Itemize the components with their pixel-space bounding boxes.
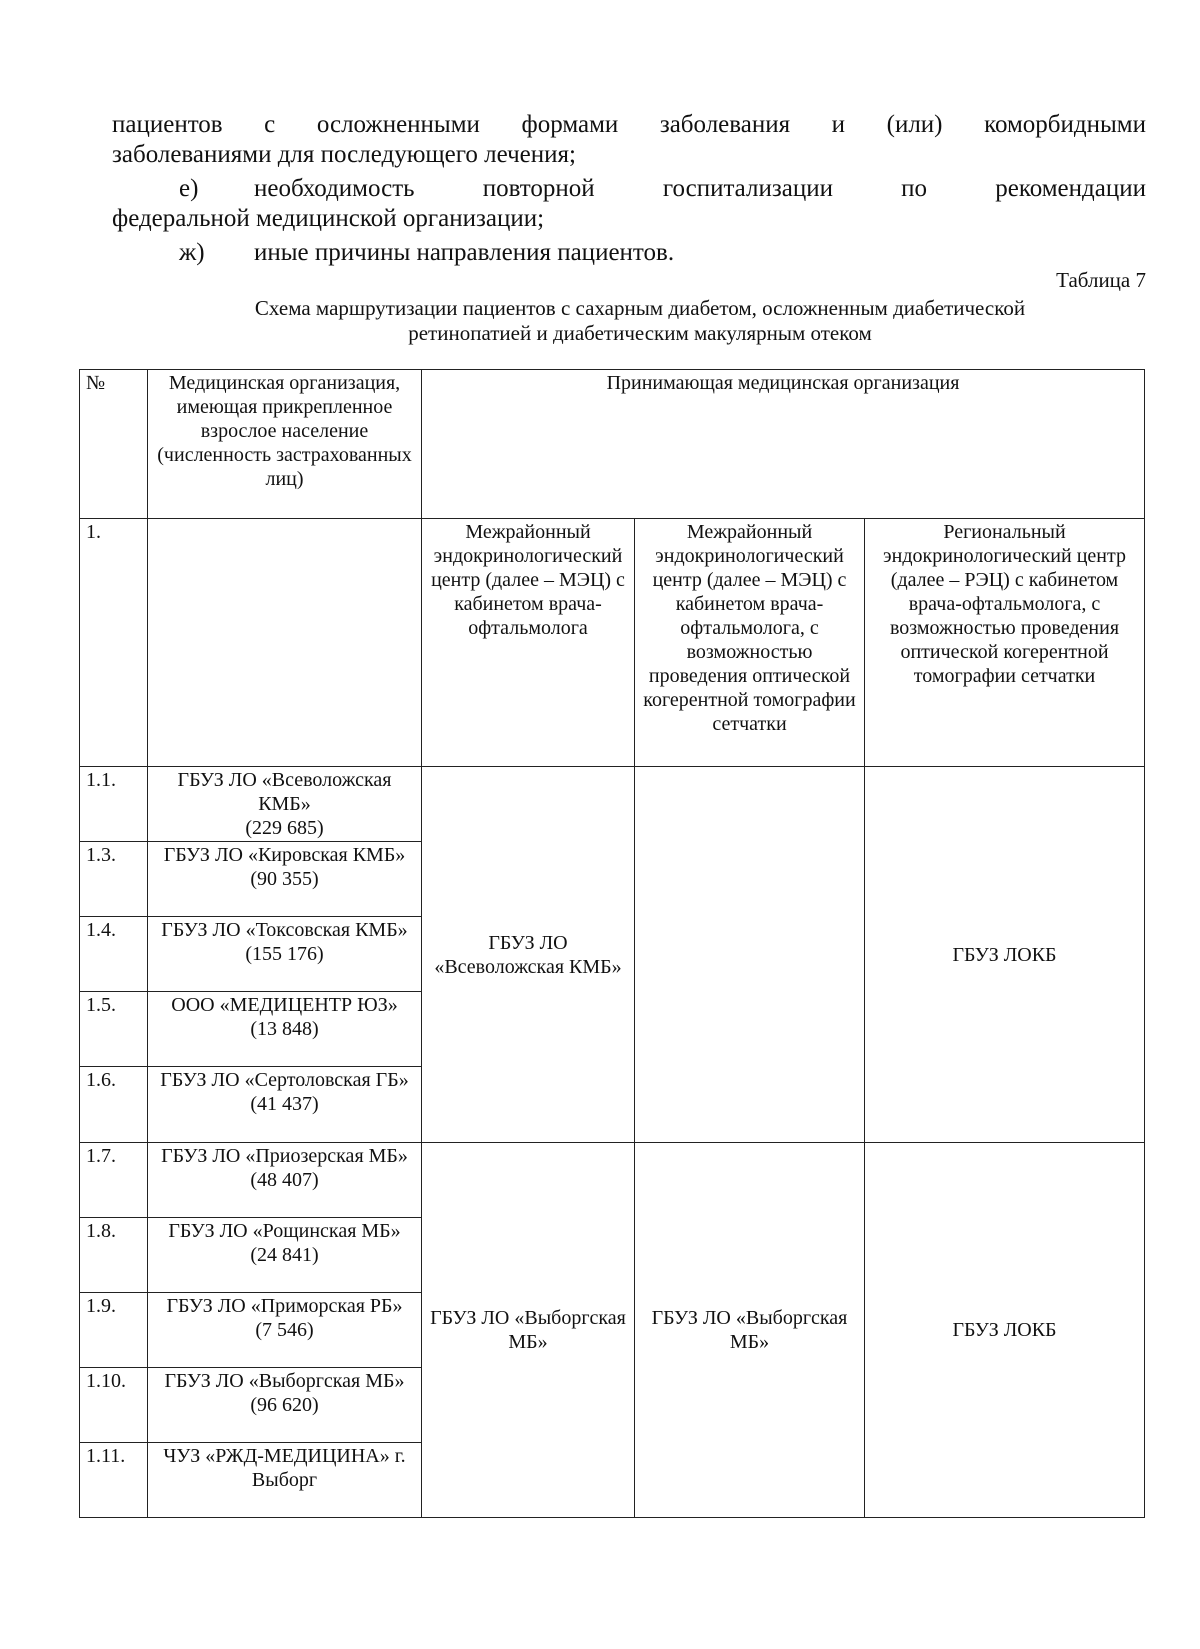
table-title-line-2: ретинопатией и диабетическим макулярным отеком xyxy=(408,321,872,345)
header-attached-organization: Медицинская организация, имеющая прикрепленное взрослое население (численность застрахованных лиц) xyxy=(148,370,422,519)
table-row-organization: ЧУЗ «РЖД-МЕДИЦИНА» г. Выборг xyxy=(148,1443,422,1518)
group2-mec-oct: ГБУЗ ЛО «Выборгская МБ» xyxy=(635,1143,865,1518)
group1-mec: ГБУЗ ЛО «Всеволожская КМБ» xyxy=(422,767,635,1143)
organization-name: ГБУЗ ЛО «Приморская РБ» xyxy=(166,1295,403,1317)
item-zh-text: иные причины направления пациентов. xyxy=(254,239,675,266)
intro-line-2: заболеваниями для последующего лечения; xyxy=(112,141,576,168)
subheader-mec-oct: Межрайонный эндокринологический центр (далее – МЭЦ) с кабинетом врача-офтальмолога, с возможностью проведения оптической когерентной томографии сетчатки xyxy=(635,519,865,767)
insured-count: (13 848) xyxy=(250,1018,319,1040)
subheader-rec: Региональный эндокринологический центр (далее – РЭЦ) с кабинетом врача-офтальмолога, с возможностью проведения оптической когерентной томографии сетчатки xyxy=(865,519,1145,767)
row-number: 1.11. xyxy=(80,1443,148,1518)
table-title-line-1: Схема маршрутизации пациентов с сахарным диабетом, осложненным диабетической xyxy=(254,296,1026,320)
organization-name: ГБУЗ ЛО «Токсовская КМБ» xyxy=(161,919,408,941)
row-number: 1.4. xyxy=(80,917,148,992)
table-row-organization xyxy=(148,1218,422,1293)
row-number: 1.9. xyxy=(80,1293,148,1368)
insured-count: (96 620) xyxy=(250,1394,319,1416)
table-row-organization xyxy=(148,1067,422,1143)
insured-count: (24 841) xyxy=(250,1244,319,1266)
row-number: 1.6. xyxy=(80,1067,148,1143)
item-e-text: необходимость повторной госпитализации по рекомендации xyxy=(254,175,1146,202)
group2-mec: ГБУЗ ЛО «Выборгская МБ» xyxy=(422,1143,635,1518)
organization-name: ГБУЗ ЛО «Выборгская МБ» xyxy=(164,1370,405,1392)
item-e-continuation: федеральной медицинской организации; xyxy=(112,205,545,232)
group2-rec: ГБУЗ ЛОКБ xyxy=(865,1143,1145,1518)
insured-count: (90 355) xyxy=(250,868,319,890)
row-number: 1.3. xyxy=(80,842,148,917)
organization-name: ГБУЗ ЛО «Кировская КМБ» xyxy=(163,844,406,866)
group1-rec: ГБУЗ ЛОКБ xyxy=(865,767,1145,1143)
header-number: № xyxy=(80,370,148,519)
subheader-mec: Межрайонный эндокринологический центр (далее – МЭЦ) с кабинетом врача-офтальмолога xyxy=(422,519,635,767)
row-number: 1.5. xyxy=(80,992,148,1067)
table-row-organization xyxy=(148,992,422,1067)
item-e-marker: е) xyxy=(179,175,199,202)
row-number: 1.8. xyxy=(80,1218,148,1293)
subheader-number: 1. xyxy=(80,519,148,767)
table-row-organization xyxy=(148,1143,422,1218)
item-zh-marker: ж) xyxy=(179,239,205,266)
subheader-empty xyxy=(148,519,422,767)
insured-count: (41 437) xyxy=(250,1093,319,1115)
row-number: 1.1. xyxy=(80,767,148,842)
organization-name: ГБУЗ ЛО «Рощинская МБ» xyxy=(168,1220,401,1242)
table-row-organization xyxy=(148,842,422,917)
row-number: 1.7. xyxy=(80,1143,148,1218)
table-label: Таблица 7 xyxy=(1056,268,1146,292)
table-row-organization xyxy=(148,917,422,992)
organization-name: ГБУЗ ЛО «Приозерская МБ» xyxy=(161,1145,408,1167)
intro-line-1: пациентов с осложненными формами заболевания и (или) коморбидными xyxy=(112,111,1146,138)
organization-name: ООО «МЕДИЦЕНТР ЮЗ» xyxy=(171,994,398,1016)
table-row-organization xyxy=(148,1293,422,1368)
organization-name: ГБУЗ ЛО «Сертоловская ГБ» xyxy=(160,1069,409,1091)
row-number: 1.10. xyxy=(80,1368,148,1443)
group1-mec-oct xyxy=(635,767,865,1143)
routing-table xyxy=(79,369,1145,1518)
insured-count: (7 546) xyxy=(255,1319,314,1341)
organization-name: ГБУЗ ЛО «Всеволожская КМБ» xyxy=(177,769,392,815)
insured-count: (48 407) xyxy=(250,1169,319,1191)
header-receiving-organization: Принимающая медицинская организация xyxy=(422,370,1145,519)
table-row-organization xyxy=(148,767,422,842)
insured-count: (229 685) xyxy=(245,817,324,839)
insured-count: (155 176) xyxy=(245,943,324,965)
table-row-organization xyxy=(148,1368,422,1443)
